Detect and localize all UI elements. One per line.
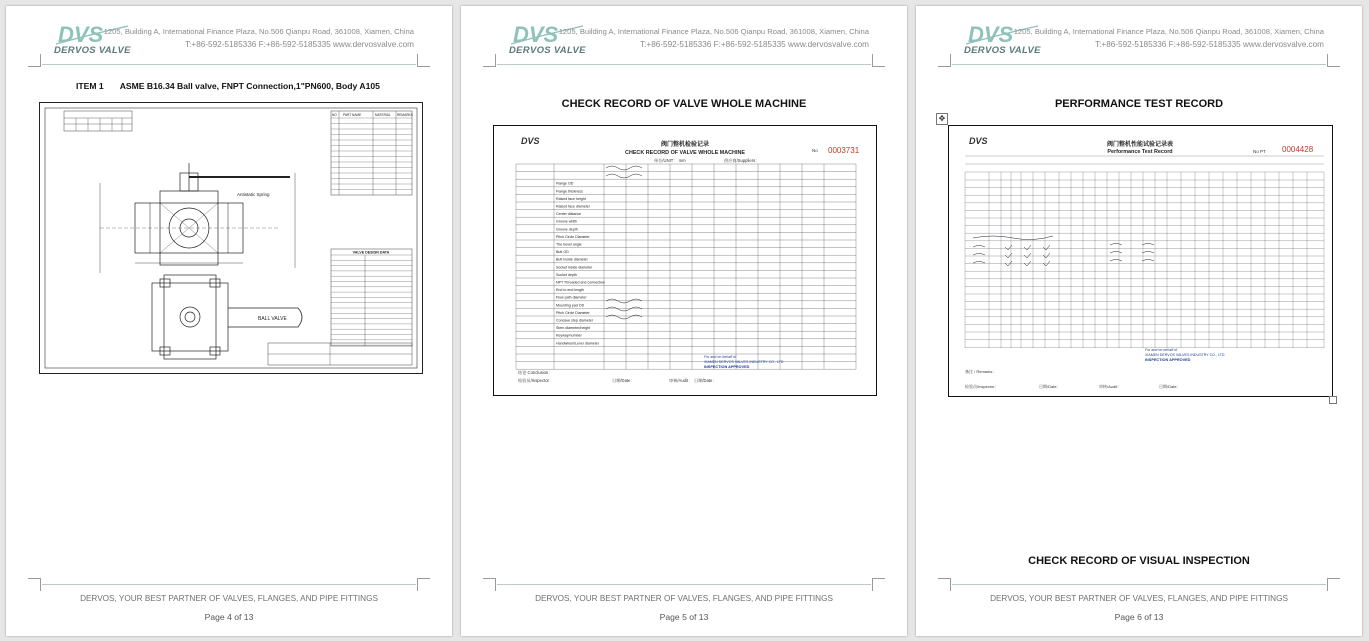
crop-mark	[872, 54, 885, 67]
crop-mark	[28, 54, 41, 67]
crop-mark	[483, 54, 496, 67]
form-row-label: End to end length	[556, 288, 585, 293]
crop-mark	[28, 578, 41, 591]
svg-text:For and on behalf of: For and on behalf of	[1145, 348, 1178, 352]
header-rule	[952, 64, 1326, 65]
form-row-label: Flange OD	[556, 181, 574, 186]
form-title-en: CHECK RECORD OF VALVE WHOLE MACHINE	[625, 150, 745, 156]
crop-mark	[1327, 54, 1340, 67]
header-contact: T:+86-592-5185336 F:+86-592-5185335 www.dervosvalve.com	[1095, 40, 1324, 49]
svg-text:日期/Date：: 日期/Date：	[1159, 384, 1181, 389]
svg-text:结论 Conclusion：: 结论 Conclusion：	[518, 370, 553, 375]
svg-text:检验员/Inspector：: 检验员/Inspector：	[518, 378, 554, 383]
form-row-label: Concave step diameter	[556, 318, 593, 323]
drawing-sheet	[40, 103, 422, 373]
form-no-label: No PT	[1253, 149, 1266, 154]
form-row-label: NPT Threaded end connection	[556, 280, 605, 285]
crop-mark	[872, 578, 885, 591]
form-no-label: No	[812, 148, 818, 153]
inspection-stamp	[704, 355, 784, 369]
crop-mark	[938, 54, 951, 67]
form-row-label: Handwheel/Lever diameter	[556, 341, 599, 346]
parts-list	[331, 111, 413, 195]
section-title: PERFORMANCE TEST RECORD	[1054, 98, 1224, 110]
svg-text:NO: NO	[332, 113, 337, 117]
svg-text:日期/Date：: 日期/Date：	[694, 378, 717, 383]
form-row-label: Groove depth	[556, 227, 578, 232]
footer-tagline: DERVOS, YOUR BEST PARTNER OF VALVES, FLANGES, AND PIPE FITTINGS	[80, 594, 378, 603]
table-resize-handle[interactable]	[1329, 396, 1337, 404]
crop-mark	[1327, 578, 1340, 591]
item-title	[76, 81, 396, 91]
svg-text:VALVE DESIGN DATA: VALVE DESIGN DATA	[352, 250, 390, 255]
svg-text:PART NAME: PART NAME	[343, 113, 362, 117]
valve-section-view	[100, 163, 295, 273]
footer-rule	[42, 584, 416, 585]
form-logo: DVS	[969, 136, 988, 146]
svg-text:Antistatic Spring: Antistatic Spring	[237, 192, 270, 197]
svg-text:INSPECTION APPROVED: INSPECTION APPROVED	[1145, 358, 1191, 362]
svg-text:BALL VALVE: BALL VALVE	[258, 316, 287, 322]
inspection-stamp	[1145, 348, 1225, 362]
crop-mark	[938, 578, 951, 591]
form-row-label: Butt OD	[556, 250, 569, 255]
page-number: Page 5 of 13	[659, 612, 709, 622]
svg-text:DVS: DVS	[58, 22, 104, 47]
svg-text:DVS: DVS	[513, 22, 559, 47]
form-row-label: Stem diameter/height	[556, 326, 591, 331]
header-address: 1205, Building A, International Finance Plaza, No.506 Qianpu Road, 361008, Xiamen, China	[558, 27, 869, 36]
header-rule	[497, 64, 871, 65]
svg-text:审核/Audit：: 审核/Audit：	[1099, 384, 1122, 389]
svg-text:MATERIAL: MATERIAL	[375, 113, 391, 117]
svg-text:INSPECTION APPROVED: INSPECTION APPROVED	[704, 365, 750, 369]
svg-text:日期/Date：: 日期/Date：	[612, 378, 635, 383]
form-grid	[949, 126, 1332, 396]
form-row-label: Mounting pad OD	[556, 303, 585, 308]
form-row-label: Center distance	[556, 212, 582, 217]
footer-tagline: DERVOS, YOUR BEST PARTNER OF VALVES, FLANGES, AND PIPE FITTINGS	[535, 594, 833, 603]
document-page	[916, 6, 1362, 636]
svg-text:备注 / Remarks：: 备注 / Remarks：	[965, 369, 997, 374]
logo-name: DERVOS VALVE	[964, 45, 1041, 56]
crop-mark	[483, 578, 496, 591]
form-row-label: Pitch Circle Diameter	[556, 234, 590, 239]
form-row-label: Flange thickness	[556, 189, 583, 194]
svg-text:供应商/Suppliers：: 供应商/Suppliers：	[724, 158, 760, 163]
form-row-label: Pitch Circle Diameter	[556, 310, 590, 315]
form-row-label: Groove width	[556, 219, 578, 224]
form-title-cn: 阀门整机性能试验记录表	[1106, 142, 1174, 148]
form-row-label: Socket inside diameter	[556, 265, 593, 270]
logo-name: DERVOS VALVE	[509, 45, 586, 56]
form-title-en: Performance Test Record	[1107, 149, 1173, 155]
form-row-label: Socket depth	[556, 272, 577, 277]
logo-name: DERVOS VALVE	[54, 45, 131, 56]
header-contact: T:+86-592-5185336 F:+86-592-5185335 www.dervosvalve.com	[185, 40, 414, 49]
form-row-label: The bevel angle	[556, 242, 582, 247]
form-serial: 0003731	[828, 146, 860, 155]
svg-text:检验员/Inspector：: 检验员/Inspector：	[965, 384, 999, 389]
table-move-handle[interactable]: ✥	[936, 113, 948, 125]
svg-text:单位/UNIT： mm: 单位/UNIT： mm	[654, 158, 686, 163]
page-number: Page 4 of 13	[204, 612, 254, 622]
second-section-title: CHECK RECORD OF VISUAL INSPECTION	[1028, 555, 1250, 567]
form-row-label: Keyway/number	[556, 333, 582, 338]
form-serial: 0004428	[1282, 145, 1314, 154]
check-record-form	[493, 125, 877, 396]
svg-text:DVS: DVS	[968, 22, 1014, 47]
footer-tagline: DERVOS, YOUR BEST PARTNER OF VALVES, FLANGES, AND PIPE FITTINGS	[990, 594, 1288, 603]
page-number: Page 6 of 13	[1114, 612, 1164, 622]
header-contact: T:+86-592-5185336 F:+86-592-5185335 www.dervosvalve.com	[640, 40, 869, 49]
form-logo: DVS	[521, 136, 540, 146]
form-grid	[494, 126, 876, 395]
footer-rule	[952, 584, 1326, 585]
item-description: ASME B16.34 Ball valve, FNPT Connection,1"PN600, Body A105	[119, 81, 380, 91]
form-row-label: Butt inside diameter	[556, 257, 588, 262]
document-page	[461, 6, 907, 636]
document-page	[6, 6, 452, 636]
design-data-table	[331, 249, 412, 346]
form-title-cn: 阀门整机检验记录	[660, 142, 710, 148]
header-address: 1205, Building A, International Finance Plaza, No.506 Qianpu Road, 361008, Xiamen, China	[1013, 27, 1324, 36]
svg-text:XIAMEN DERVOS VALVES INDUSTRY: XIAMEN DERVOS VALVES INDUSTRY CO., LTD	[1145, 353, 1225, 357]
form-row-label: Raised face diameter	[556, 204, 590, 209]
section-title: CHECK RECORD OF VALVE WHOLE MACHINE	[561, 98, 807, 110]
svg-text:审核/Audit：: 审核/Audit：	[669, 378, 693, 383]
item-number: ITEM 1	[76, 81, 104, 91]
svg-text:REMARKS: REMARKS	[397, 113, 413, 117]
svg-text:日期/Date：: 日期/Date：	[1039, 384, 1061, 389]
form-row-label: Raised face height	[556, 196, 586, 201]
form-row-label: Flow path diameter	[556, 295, 587, 300]
footer-rule	[497, 584, 871, 585]
crop-mark	[417, 578, 430, 591]
performance-test-form	[948, 125, 1333, 397]
svg-text:For and on behalf of: For and on behalf of	[704, 355, 737, 359]
header-rule	[42, 64, 416, 65]
header-address: 1205, Building A, International Finance Plaza, No.506 Qianpu Road, 361008, Xiamen, China	[103, 27, 414, 36]
crop-mark	[417, 54, 430, 67]
svg-text:XIAMEN DERVOS VALVES INDUSTRY: XIAMEN DERVOS VALVES INDUSTRY CO., LTD	[704, 360, 784, 364]
valve-drawing	[39, 102, 423, 374]
